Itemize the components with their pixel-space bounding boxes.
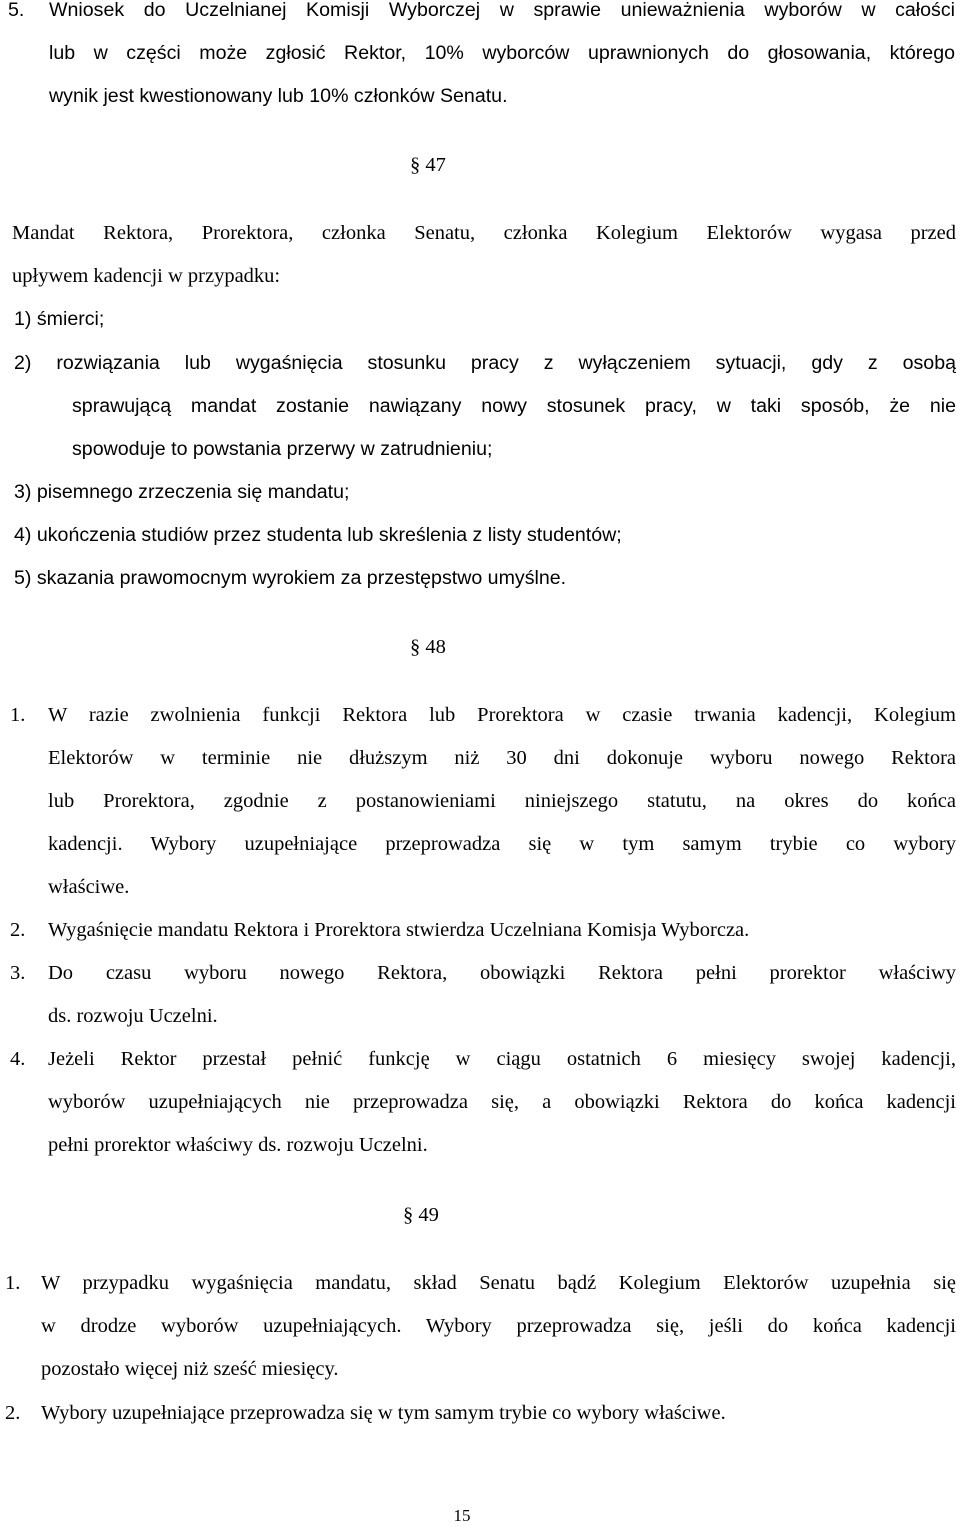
s48-p1-text-4: kadencji. Wybory uzupełniające przeprowadza się w tym samym trybie co wybory (48, 833, 956, 855)
s48-p4-marker: 4. (10, 1048, 26, 1070)
s48-p1-line-1 (0, 702, 960, 745)
s47-item-3-text: 3) pisemnego zrzeczenia się mandatu; (14, 481, 350, 503)
s48-p1-text-5: właściwe. (48, 876, 130, 898)
s47-intro-text-2: upływem kadencji w przypadku: (12, 265, 281, 287)
s48-p4-line-1 (0, 1046, 960, 1089)
intro-text-2: lub w części może zgłosić Rektor, 10% wyborców uprawnionych do głosowania, którego (49, 42, 955, 64)
s48-p4-text-2: wyborów uzupełniających nie przeprowadza się, a obowiązki Rektora do końca kadencji (48, 1091, 956, 1113)
s48-p4-line-3 (0, 1132, 960, 1175)
s47-intro-text-1: Mandat Rektora, Prorektora, członka Senatu, członka Kolegium Elektorów wygasa przed (12, 222, 956, 244)
s48-p1-text-2: Elektorów w terminie nie dłuższym niż 30 dni dokonuje wyboru nowego Rektora (48, 747, 956, 769)
s47-item-1-text: 1) śmierci; (14, 308, 105, 330)
s47-item-1 (0, 306, 960, 349)
intro-text-1: Wniosek do Uczelnianej Komisji Wyborczej w sprawie unieważnienia wyborów w całości (49, 0, 955, 21)
s48-p2-text-1: Wygaśnięcie mandatu Rektora i Prorektora stwierdza Uczelniana Komisja Wyborcza. (48, 919, 750, 941)
s48-p2-marker: 2. (10, 919, 26, 941)
s48-p2-line-1 (0, 917, 960, 960)
s48-p1-text-1: W razie zwolnienia funkcji Rektora lub Prorektora w czasie trwania kadencji, Kolegium (48, 704, 956, 726)
section-49-heading: § 49 (403, 1204, 439, 1226)
s48-p3-text-2: ds. rozwoju Uczelni. (48, 1005, 218, 1027)
s48-p4-line-2 (0, 1089, 960, 1132)
section-48-heading: § 48 (410, 636, 446, 658)
s49-p1-line-1 (0, 1270, 960, 1313)
s48-p3-marker: 3. (10, 962, 26, 984)
s47-item-4 (0, 522, 960, 565)
intro-text-3: wynik jest kwestionowany lub 10% członków Senatu. (49, 85, 508, 107)
s48-p3-line-2 (0, 1003, 960, 1046)
s48-p3-line-1 (0, 960, 960, 1003)
s48-p3-text-1: Do czasu wyboru nowego Rektora, obowiązki Rektora pełni prorektor właściwy (48, 962, 956, 984)
s47-item-2-text-1: 2) rozwiązania lub wygaśnięcia stosunku pracy z wyłączeniem sytuacji, gdy z osobą (14, 352, 956, 374)
s49-p1-text-2: w drodze wyborów uzupełniających. Wybory przeprowadza się, jeśli do końca kadencji (41, 1315, 956, 1337)
s47-item-2-line-1 (0, 350, 960, 393)
s47-item-2-line-3 (0, 436, 960, 479)
s49-p2-line-1 (0, 1400, 960, 1443)
s49-p2-text-1: Wybory uzupełniające przeprowadza się w tym samym trybie co wybory właściwe. (41, 1402, 726, 1424)
s47-item-2-text-3: spowoduje to powstania przerwy w zatrudnieniu; (72, 438, 493, 460)
page-number: 15 (453, 1506, 471, 1525)
s49-p1-line-3 (0, 1356, 960, 1399)
s47-item-5-text: 5) skazania prawomocnym wyrokiem za przestępstwo umyślne. (14, 567, 567, 589)
s48-p1-line-2 (0, 745, 960, 788)
s47-item-4-text: 4) ukończenia studiów przez studenta lub skreślenia z listy studentów; (14, 524, 622, 546)
intro-line-1 (0, 0, 960, 40)
s48-p4-text-1: Jeżeli Rektor przestał pełnić funkcję w ciągu ostatnich 6 miesięcy swojej kadencji, (48, 1048, 956, 1070)
s47-intro-line-2 (0, 263, 960, 306)
s49-p1-text-1: W przypadku wygaśnięcia mandatu, skład Senatu bądź Kolegium Elektorów uzupełnia się (41, 1272, 956, 1294)
s47-item-5 (0, 565, 960, 608)
s48-p1-line-4 (0, 831, 960, 874)
s47-item-3 (0, 479, 960, 522)
s49-p2-marker: 2. (5, 1402, 21, 1424)
intro-line-2 (0, 40, 960, 83)
s47-intro-line-1 (0, 220, 960, 263)
s48-p4-text-3: pełni prorektor właściwy ds. rozwoju Uczelni. (48, 1134, 428, 1156)
s47-item-2-line-2 (0, 393, 960, 436)
s48-p1-line-3 (0, 788, 960, 831)
s49-p1-line-2 (0, 1313, 960, 1356)
intro-line-3 (0, 83, 960, 126)
s48-p1-text-3: lub Prorektora, zgodnie z postanowieniami niniejszego statutu, na okres do końca (48, 790, 956, 812)
s49-p1-marker: 1. (5, 1272, 21, 1294)
s49-p1-text-3: pozostało więcej niż sześć miesięcy. (41, 1358, 339, 1380)
intro-marker: 5. (8, 0, 25, 21)
s47-item-2-text-2: sprawującą mandat zostanie nawiązany nowy stosunek pracy, w taki sposób, że nie (72, 395, 956, 417)
s48-p1-line-5 (0, 874, 960, 917)
section-47-heading: § 47 (410, 154, 446, 176)
s48-p1-marker: 1. (10, 704, 26, 726)
